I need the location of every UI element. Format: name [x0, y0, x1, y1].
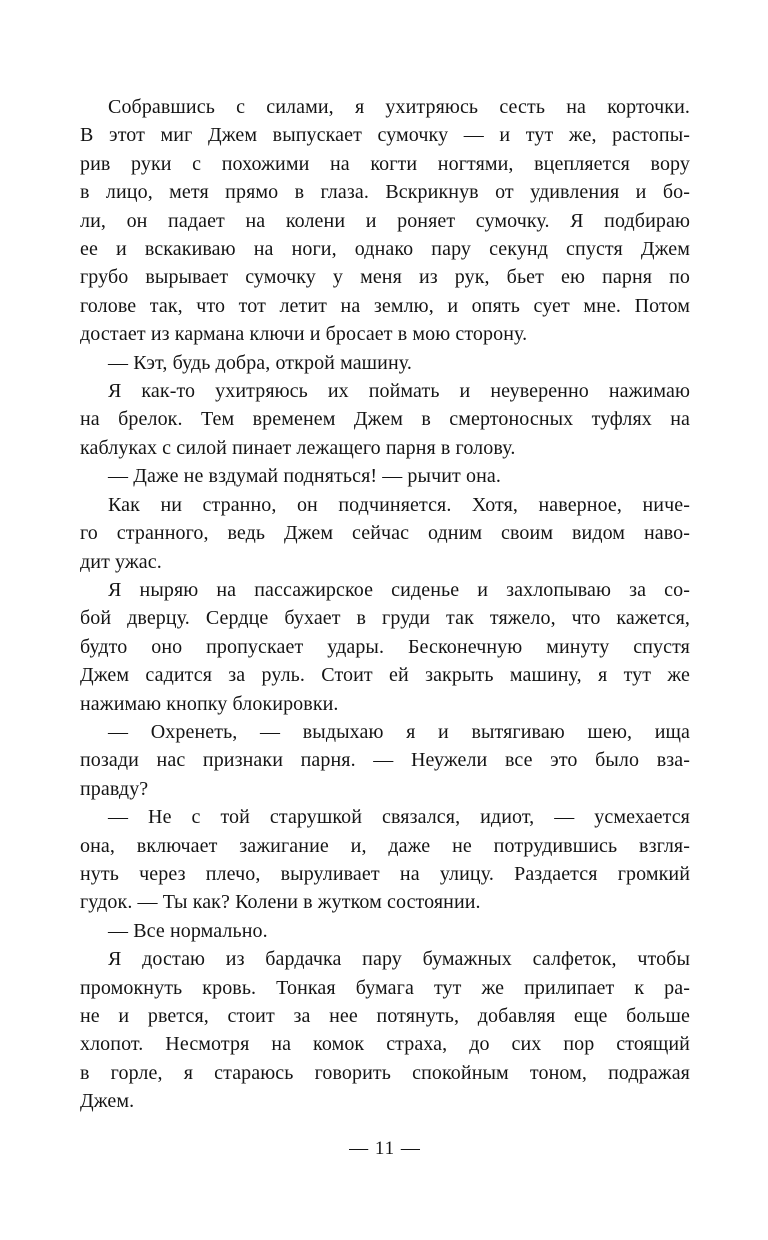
text-line: — Все нормально. [108, 919, 268, 942]
text-line: Джем. [80, 1090, 135, 1113]
text-line: грубо вырывает сумочку у меня из рук, бьет ею парня по [80, 266, 690, 289]
text-line: Я ныряю на пассажирское сиденье и захлопываю за со- [108, 578, 690, 601]
text-line: в горле, я стараюсь говорить спокойным тоном, подражая [80, 1061, 690, 1084]
text-line: Я как-то ухитряюсь их поймать и неуверенно нажимаю [108, 380, 690, 403]
text-line: правду? [80, 777, 149, 800]
text-line: будто оно пропускает удары. Бесконечную минуту спустя [80, 635, 690, 658]
text-line: позади нас признаки парня. — Неужели все это было вза- [80, 749, 690, 772]
text-line: Собравшись с силами, я ухитряюсь сесть на корточки. [108, 96, 690, 118]
paragraph [80, 803, 690, 917]
text-line: она, включает зажигание и, даже не потрудившись взгля- [80, 834, 690, 857]
paragraph [80, 491, 690, 576]
text-line: голове так, что тот летит на землю, и опять сует мне. Потом [80, 294, 690, 317]
text-line: — Охренеть, — выдыхаю я и вытягиваю шею, ища [108, 720, 690, 743]
text-line: Джем садится за руль. Стоит ей закрыть машину, я тут же [80, 664, 690, 687]
text-line: Я достаю из бардачка пару бумажных салфеток, чтобы [108, 948, 690, 971]
text-line: ли, он падает на колени и роняет сумочку. Я подбираю [80, 209, 690, 232]
text-line: В этот миг Джем выпускает сумочку — и тут же, растопы- [80, 124, 690, 147]
text-line: Как ни странно, он подчиняется. Хотя, наверное, ниче- [108, 493, 690, 516]
text-line: каблуках с силой пинает лежащего парня в голову. [80, 436, 516, 459]
paragraph [80, 718, 690, 803]
paragraph [80, 945, 690, 1115]
text-line: гудок. — Ты как? Колени в жутком состоянии. [80, 891, 481, 914]
text-line: нажимаю кнопку блокировки. [80, 692, 339, 715]
text-line: дит ужас. [80, 550, 162, 573]
text-line: достает из кармана ключи и бросает в мою сторону. [80, 323, 528, 346]
text-line: — Даже не вздумай подняться! — рычит она. [108, 465, 501, 488]
page-number: — 11 — [349, 1137, 421, 1159]
page-text [80, 93, 690, 1116]
paragraph [80, 349, 690, 377]
text-line: хлопот. Несмотря на комок страха, до сих пор стоящий [80, 1033, 690, 1056]
paragraph [80, 377, 690, 462]
text-line: — Кэт, будь добра, открой машину. [108, 351, 412, 374]
text-line: — Не с той старушкой связался, идиот, — усмехается [108, 806, 690, 829]
paragraph [80, 917, 690, 945]
text-line: на брелок. Тем временем Джем в смертоносных туфлях на [80, 408, 690, 431]
text-line: бой дверцу. Сердце бухает в груди так тяжело, что кажется, [80, 607, 690, 630]
text-line: не и рвется, стоит за нее потянуть, добавляя еще больше [80, 1005, 690, 1027]
text-line: рив руки с похожими на когти ногтями, вцепляется вору [80, 152, 690, 175]
text-line: промокнуть кровь. Тонкая бумага тут же прилипает к ра- [80, 976, 690, 999]
paragraph [80, 462, 690, 490]
text-line: в лицо, метя прямо в глаза. Вскрикнув от удивления и бо- [80, 181, 690, 204]
text-line: нуть через плечо, выруливает на улицу. Раздается громкий [80, 862, 690, 885]
paragraph [80, 576, 690, 718]
text-line: ее и вскакиваю на ноги, однако пару секунд спустя Джем [80, 238, 690, 261]
paragraph [80, 93, 690, 349]
text-line: го странного, ведь Джем сейчас одним своим видом наво- [80, 522, 690, 545]
